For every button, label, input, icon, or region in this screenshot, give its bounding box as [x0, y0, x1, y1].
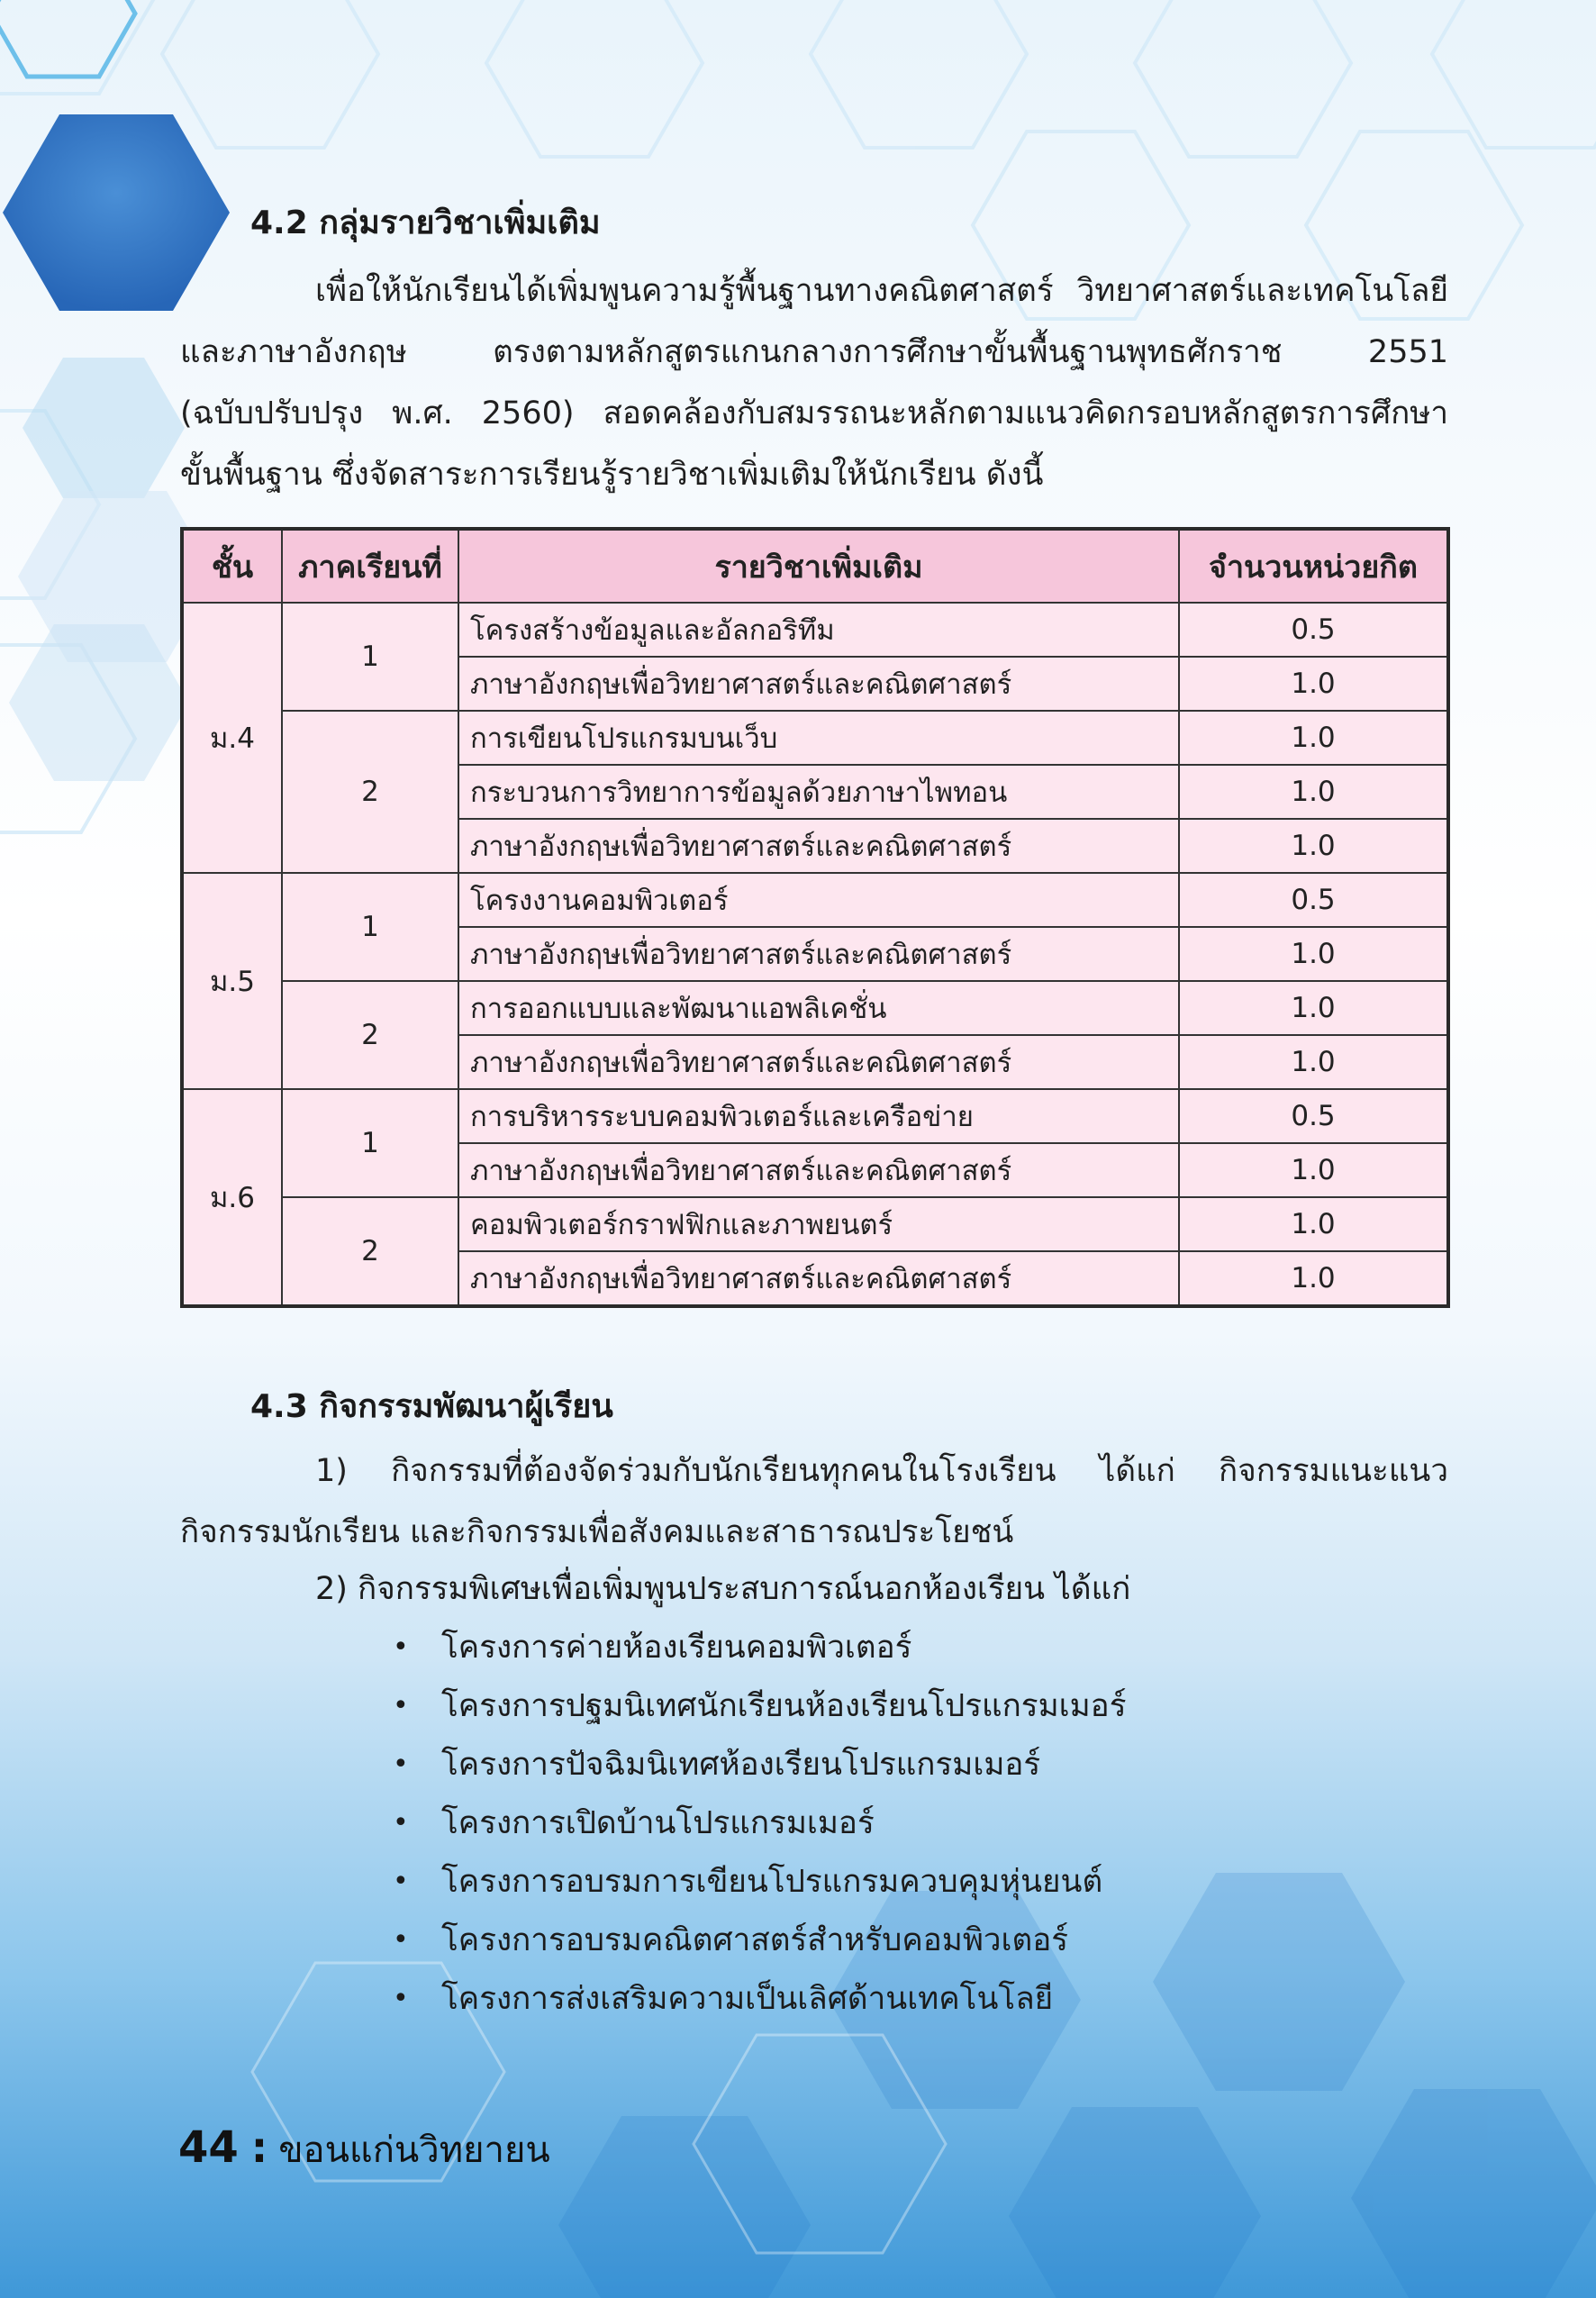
elective-subjects-table	[180, 527, 1450, 1308]
subject-cell: ภาษาอังกฤษเพื่อวิทยาศาสตร์และคณิตศาสตร์	[458, 1143, 1179, 1197]
subject-cell: การเขียนโปรแกรมบนเว็บ	[458, 711, 1179, 765]
term-cell: 1	[282, 603, 458, 711]
term-cell: 2	[282, 1197, 458, 1306]
bullet-icon: •	[393, 1690, 409, 1721]
section-4-3-heading: 4.3 กิจกรรมพัฒนาผู้เรียน	[250, 1388, 613, 1425]
credit-cell: 0.5	[1179, 1089, 1448, 1143]
bullet-icon: •	[393, 1748, 409, 1780]
table-row	[182, 1089, 1448, 1143]
list-item: โครงการอบรมคณิตศาสตร์สำหรับคอมพิวเตอร์	[441, 1922, 1069, 1958]
footer-separator: :	[250, 2123, 268, 2172]
column-header-credits: จำนวนหน่วยกิต	[1179, 529, 1448, 603]
table-row	[182, 873, 1448, 927]
subject-cell: โครงสร้างข้อมูลและอัลกอริทึม	[458, 603, 1179, 657]
credit-cell: 1.0	[1179, 1143, 1448, 1197]
paragraph-line: และภาษาอังกฤษ ตรงตามหลักสูตรแกนกลางการศึกษาขั้นพื้นฐานพุทธศักราช 2551	[180, 334, 1448, 370]
page-number: 44	[178, 2122, 239, 2173]
activity-item-1	[180, 1440, 1448, 1563]
term-cell: 2	[282, 711, 458, 873]
list-item: โครงการเปิดบ้านโปรแกรมเมอร์	[441, 1805, 875, 1841]
bullet-icon: •	[393, 1983, 409, 2014]
grade-cell: ม.5	[182, 873, 282, 1089]
credit-cell: 1.0	[1179, 1197, 1448, 1251]
activity-item-2: 2) กิจกรรมพิเศษเพื่อเพิ่มพูนประสบการณ์นอกห้องเรียน ได้แก่	[315, 1571, 1131, 1607]
paragraph-line: เพื่อให้นักเรียนได้เพิ่มพูนความรู้พื้นฐานทางคณิตศาสตร์ วิทยาศาสตร์และเทคโนโลยี	[315, 273, 1448, 309]
publication-name: ขอนแก่นวิทยายน	[278, 2130, 550, 2171]
credit-cell: 1.0	[1179, 819, 1448, 873]
section-4-2-heading: 4.2 กลุ่มรายวิชาเพิ่มเติม	[250, 204, 601, 241]
bullet-icon: •	[393, 1924, 409, 1956]
term-cell: 2	[282, 981, 458, 1089]
table-row	[182, 981, 1448, 1035]
bullet-icon: •	[393, 1631, 409, 1663]
list-item: โครงการอบรมการเขียนโปรแกรมควบคุมหุ่นยนต์	[441, 1864, 1103, 1900]
paragraph-line: 1) กิจกรรมที่ต้องจัดร่วมกับนักเรียนทุกคนในโรงเรียน ได้แก่ กิจกรรมแนะแนว	[315, 1453, 1448, 1489]
list-item: โครงการส่งเสริมความเป็นเลิศด้านเทคโนโลยี	[441, 1981, 1054, 2017]
credit-cell: 1.0	[1179, 765, 1448, 819]
list-item: โครงการค่ายห้องเรียนคอมพิวเตอร์	[441, 1630, 912, 1666]
credit-cell: 1.0	[1179, 1035, 1448, 1089]
section-4-2-paragraph	[180, 260, 1448, 505]
paragraph-line: กิจกรรมนักเรียน และกิจกรรมเพื่อสังคมและสาธารณประโยชน์	[180, 1514, 1014, 1550]
credit-cell: 1.0	[1179, 657, 1448, 711]
credit-cell: 1.0	[1179, 981, 1448, 1035]
credit-cell: 1.0	[1179, 1251, 1448, 1306]
column-header-subject: รายวิชาเพิ่มเติม	[458, 529, 1179, 603]
grade-cell: ม.4	[182, 603, 282, 873]
subject-cell: ภาษาอังกฤษเพื่อวิทยาศาสตร์และคณิตศาสตร์	[458, 1251, 1179, 1306]
column-header-grade: ชั้น	[182, 529, 282, 603]
paragraph-line: ขั้นพื้นฐาน ซึ่งจัดสาระการเรียนรู้รายวิชาเพิ่มเติมให้นักเรียน ดังนี้	[180, 457, 1044, 493]
table-row	[182, 603, 1448, 657]
credit-cell: 1.0	[1179, 927, 1448, 981]
list-item: โครงการปฐมนิเทศนักเรียนห้องเรียนโปรแกรมเมอร์	[441, 1688, 1127, 1724]
paragraph-line: (ฉบับปรับปรุง พ.ศ. 2560) สอดคล้องกับสมรรถนะหลักตามแนวคิดกรอบหลักสูตรการศึกษา	[180, 395, 1448, 431]
subject-cell: โครงงานคอมพิวเตอร์	[458, 873, 1179, 927]
table-row	[182, 1197, 1448, 1251]
subject-cell: การบริหารระบบคอมพิวเตอร์และเครือข่าย	[458, 1089, 1179, 1143]
column-header-term: ภาคเรียนที่	[282, 529, 458, 603]
list-item: โครงการปัจฉิมนิเทศห้องเรียนโปรแกรมเมอร์	[441, 1747, 1041, 1783]
subject-cell: ภาษาอังกฤษเพื่อวิทยาศาสตร์และคณิตศาสตร์	[458, 1035, 1179, 1089]
credit-cell: 1.0	[1179, 711, 1448, 765]
subject-cell: ภาษาอังกฤษเพื่อวิทยาศาสตร์และคณิตศาสตร์	[458, 927, 1179, 981]
subject-cell: การออกแบบและพัฒนาแอพลิเคชั่น	[458, 981, 1179, 1035]
table-header-row	[182, 529, 1448, 603]
term-cell: 1	[282, 873, 458, 981]
credit-cell: 0.5	[1179, 603, 1448, 657]
credit-cell: 0.5	[1179, 873, 1448, 927]
table-row	[182, 711, 1448, 765]
grade-cell: ม.6	[182, 1089, 282, 1306]
subject-cell: ภาษาอังกฤษเพื่อวิทยาศาสตร์และคณิตศาสตร์	[458, 657, 1179, 711]
page-footer	[178, 2121, 550, 2178]
bullet-icon: •	[393, 1807, 409, 1839]
bullet-icon: •	[393, 1866, 409, 1897]
subject-cell: กระบวนการวิทยาการข้อมูลด้วยภาษาไพทอน	[458, 765, 1179, 819]
subject-cell: คอมพิวเตอร์กราฟฟิกและภาพยนตร์	[458, 1197, 1179, 1251]
subject-cell: ภาษาอังกฤษเพื่อวิทยาศาสตร์และคณิตศาสตร์	[458, 819, 1179, 873]
term-cell: 1	[282, 1089, 458, 1197]
